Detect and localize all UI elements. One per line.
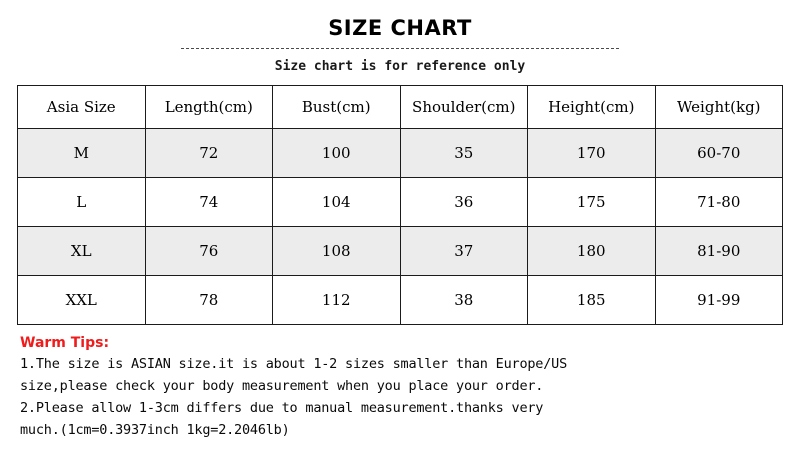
page-title: SIZE CHART bbox=[328, 16, 472, 40]
cell-size: L bbox=[18, 178, 146, 227]
column-header-height: Height(cm) bbox=[528, 86, 656, 129]
warm-tips-line: 1.The size is ASIAN size.it is about 1-2 sizes smaller than Europe/US bbox=[20, 356, 568, 372]
cell-shoulder: 38 bbox=[400, 276, 528, 325]
cell-weight: 81-90 bbox=[655, 227, 783, 276]
size-chart-page bbox=[0, 14, 800, 470]
cell-length: 72 bbox=[145, 129, 273, 178]
table-header bbox=[18, 86, 783, 129]
cell-length: 78 bbox=[145, 276, 273, 325]
warm-tips-line: 2.Please allow 1-3cm differs due to manual measurement.thanks very bbox=[20, 400, 544, 416]
column-header-length: Length(cm) bbox=[145, 86, 273, 129]
size-chart-table bbox=[17, 85, 783, 325]
cell-shoulder: 37 bbox=[400, 227, 528, 276]
table-header-row bbox=[18, 86, 783, 129]
warm-tips-line: size,please check your body measurement when you place your order. bbox=[20, 378, 544, 394]
cell-bust: 108 bbox=[273, 227, 401, 276]
cell-weight: 91-99 bbox=[655, 276, 783, 325]
column-header-weight: Weight(kg) bbox=[655, 86, 783, 129]
table-row bbox=[18, 129, 783, 178]
column-header-shoulder: Shoulder(cm) bbox=[400, 86, 528, 129]
cell-height: 170 bbox=[528, 129, 656, 178]
cell-weight: 71-80 bbox=[655, 178, 783, 227]
cell-shoulder: 35 bbox=[400, 129, 528, 178]
cell-height: 175 bbox=[528, 178, 656, 227]
table-row bbox=[18, 276, 783, 325]
cell-size: XXL bbox=[18, 276, 146, 325]
cell-size: XL bbox=[18, 227, 146, 276]
warm-tips-heading: Warm Tips: bbox=[20, 335, 110, 351]
cell-weight: 60-70 bbox=[655, 129, 783, 178]
chart-subtitle: Size chart is for reference only bbox=[274, 59, 526, 74]
cell-height: 180 bbox=[528, 227, 656, 276]
cell-size: M bbox=[18, 129, 146, 178]
dashed-divider bbox=[181, 48, 619, 49]
warm-tips-line: much.(1cm=0.3937inch 1kg=2.2046lb) bbox=[20, 422, 290, 438]
cell-length: 76 bbox=[145, 227, 273, 276]
table-row bbox=[18, 227, 783, 276]
cell-shoulder: 36 bbox=[400, 178, 528, 227]
cell-length: 74 bbox=[145, 178, 273, 227]
table-body bbox=[18, 129, 783, 325]
warm-tips-block bbox=[20, 333, 780, 441]
cell-bust: 100 bbox=[273, 129, 401, 178]
column-header-bust: Bust(cm) bbox=[273, 86, 401, 129]
cell-height: 185 bbox=[528, 276, 656, 325]
table-row bbox=[18, 178, 783, 227]
column-header-asia-size: Asia Size bbox=[18, 86, 146, 129]
cell-bust: 112 bbox=[273, 276, 401, 325]
cell-bust: 104 bbox=[273, 178, 401, 227]
